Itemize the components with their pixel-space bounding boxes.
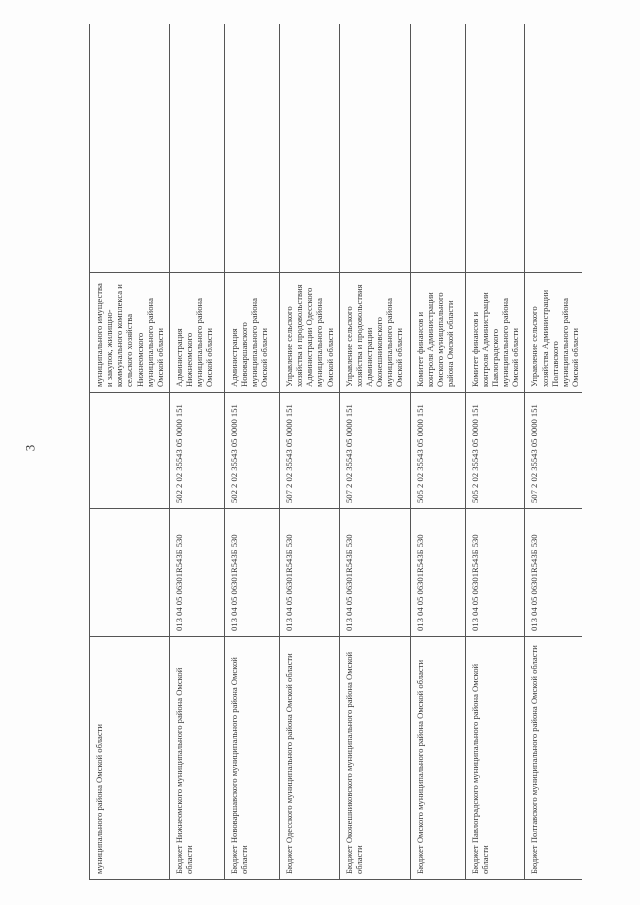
empty-cell [525, 24, 582, 273]
budget-cell: Бюджет Оконешниковского муниципального района Омской области [339, 637, 410, 880]
revenue-code-cell: 505 2 02 35543 05 0000 151 [465, 393, 525, 509]
expense-code-cell: 013 04 05 06301R543Б 530 [224, 509, 279, 637]
administrator-cell: Комитет финансов и контроля Администрации Омского муниципального района Омской области [410, 273, 465, 393]
administrator-cell: Управление сельского хозяйства Администрации Полтавского муниципального района Омской области [525, 273, 582, 393]
table-row [90, 24, 170, 880]
table-row [525, 24, 582, 880]
administrator-cell: муниципального имущества и закупок, жилищно-коммунального комплекса и сельского хозяйства Нижнеомского муниципального района Омской области [90, 273, 170, 393]
expense-code-cell: 013 04 05 06301R543Б 530 [279, 509, 339, 637]
revenue-code-cell: 507 2 02 35543 05 0000 151 [339, 393, 410, 509]
budget-cell: Бюджет Нижнеомского муниципального района Омской области [169, 637, 224, 880]
empty-cell [279, 24, 339, 273]
table-row [339, 24, 410, 880]
revenue-code-cell: 507 2 02 35543 05 0000 151 [525, 393, 582, 509]
empty-cell [465, 24, 525, 273]
expense-code-cell: 013 04 05 06301R543Б 530 [410, 509, 465, 637]
administrator-cell: Администрация Нововаршавского муниципального района Омской области [224, 273, 279, 393]
budget-cell: Бюджет Павлоградского муниципального района Омской области [465, 637, 525, 880]
expense-code-cell [90, 509, 170, 637]
revenue-code-cell: 502 2 02 35543 05 0000 151 [169, 393, 224, 509]
revenue-code-cell: 502 2 02 35543 05 0000 151 [224, 393, 279, 509]
administrator-cell: Управление сельского хозяйства и продовольствия Администрации Одесского муниципального района Омской области [279, 273, 339, 393]
budget-transfer-table [89, 24, 582, 880]
table-row [224, 24, 279, 880]
table-row [169, 24, 224, 880]
budget-cell: Бюджет Омского муниципального района Омской области [410, 637, 465, 880]
empty-cell [169, 24, 224, 273]
revenue-code-cell [90, 393, 170, 509]
expense-code-cell: 013 04 05 06301R543Б 530 [465, 509, 525, 637]
administrator-cell: Управление сельского хозяйства и продовольствия Администрации Оконешниковского муниципального района Омской области [339, 273, 410, 393]
budget-cell: Бюджет Одесского муниципального района Омской области [279, 637, 339, 880]
empty-cell [90, 24, 170, 273]
budget-cell: Бюджет Нововаршавского муниципального района Омской области [224, 637, 279, 880]
expense-code-cell: 013 04 05 06301R543Б 530 [169, 509, 224, 637]
table-row [410, 24, 465, 880]
expense-code-cell: 013 04 05 06301R543Б 530 [525, 509, 582, 637]
expense-code-cell: 013 04 05 06301R543Б 530 [339, 509, 410, 637]
budget-cell: Бюджет Полтавского муниципального района Омской области [525, 637, 582, 880]
revenue-code-cell: 505 2 02 35543 05 0000 151 [410, 393, 465, 509]
empty-cell [410, 24, 465, 273]
page-number: 3 [22, 444, 38, 452]
table-viewport [89, 24, 582, 880]
administrator-cell: Администрация Нижнеомского муниципального района Омской области [169, 273, 224, 393]
budget-cell: муниципального района Омской области [90, 637, 170, 880]
revenue-code-cell: 507 2 02 35543 05 0000 151 [279, 393, 339, 509]
empty-cell [339, 24, 410, 273]
table-row [279, 24, 339, 880]
table-row [465, 24, 525, 880]
empty-cell [224, 24, 279, 273]
administrator-cell: Комитет финансов и контроля Администрации Павлоградского муниципального района Омской области [465, 273, 525, 393]
